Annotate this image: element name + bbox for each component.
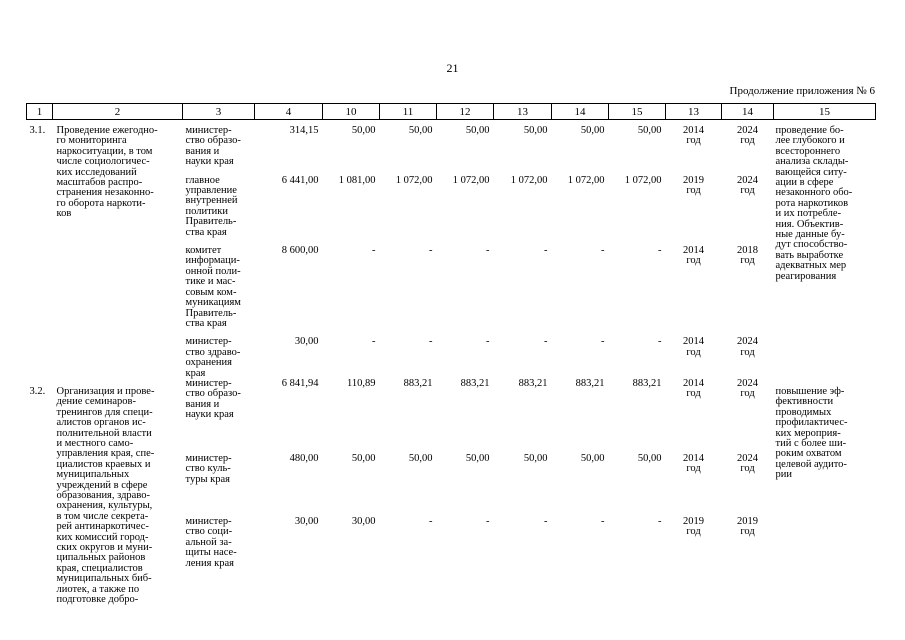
amount-y12: 50,00 [465,452,490,464]
end-year: 2024 год [737,452,758,475]
amount-y12: 50,00 [465,125,490,136]
header-cell: 14 [722,104,774,120]
start-year: 2014 год [683,452,704,475]
amount-y13: 883,21 [518,377,548,389]
amount-y15: 883,21 [632,377,662,389]
header-row [27,104,876,120]
end-year: 2019 год [737,515,758,538]
continuation-label: Продолжение приложения № 6 [729,85,875,97]
header-cell: 13 [494,104,552,120]
amount-total: 30,00 [294,515,319,527]
amount-y14: 883,21 [575,377,605,389]
amount-y10: 110,89 [347,377,376,389]
activity-name: Организация и прове- дение семинаров- тренингов для специ- алистов органов ис- полнительной власти и местного само- управления края, спе- циалистов краевых и муниципальных учреждений в сфере образования, здраво- охранения, культуры, в том числе секрета- рей антинаркотичес- ких комиссий город- ских округов и муни- ципальных районов края, специалистов муниципальных биб- лиотек, а также по подготовке добро- [56,385,155,606]
header-cell: 4 [255,104,323,120]
amount-y14: - [601,515,605,527]
header-cell: 2 [53,104,183,120]
amount-y13: - [544,515,548,527]
header-cell: 15 [609,104,666,120]
start-year: 2019 год [683,174,704,197]
amount-y11: 50,00 [408,125,433,136]
amount-y10: - [372,336,376,348]
executor: министер- ство образо- вания и науки края [185,377,241,421]
amount-y11: 883,21 [403,377,433,389]
amount-y12: - [486,245,490,257]
amount-y15: 1 072,00 [624,174,662,186]
amount-y15: 50,00 [637,452,662,464]
start-year: 2014 год [683,377,704,400]
activity-name: Проведение ежегодно- го мониторинга наркоситуации, в том числе социологичес- ких исследований масштабов распро- странения незаконно- го оборота наркоти- ков [56,125,158,220]
table-row [27,126,876,168]
executor: главное управление внутренней политики Правитель- ства края [185,174,238,238]
expected-result: проведение бо- лее глубокого и всестороннего анализа склады- вающейся ситу- ации в сфере незаконного обо- рота наркотиков и их потребле- ния. Объектив- ные данные бу- дут способство- вать выработке адекватных мер реагирования [775,125,853,282]
amount-y11: 50,00 [408,452,433,464]
amount-y13: - [544,336,548,348]
amount-y13: - [544,245,548,257]
amount-y15: - [658,245,662,257]
executor: министер- ство соци- альной за- щиты насе- ления края [185,515,237,569]
amount-y14: - [601,336,605,348]
header-cell: 13 [666,104,722,120]
amount-total: 8 600,00 [281,245,319,257]
amount-y10: 1 081,00 [338,174,376,186]
amount-y13: 50,00 [523,125,548,136]
amount-total: 480,00 [289,452,319,464]
amount-y12: 1 072,00 [452,174,490,186]
amount-y10: - [372,245,376,257]
amount-y14: 1 072,00 [567,174,605,186]
amount-y15: 50,00 [637,125,662,136]
amount-y12: 883,21 [460,377,490,389]
appendix-table [26,103,876,605]
page-number: 21 [446,61,459,75]
end-year: 2018 год [737,245,758,267]
executor: министер- ство образо- вания и науки края [185,125,241,168]
amount-total: 314,15 [289,125,319,136]
amount-y13: 1 072,00 [510,174,548,186]
amount-total: 30,00 [294,336,319,348]
end-year: 2024 год [737,174,758,197]
table-row [27,379,876,446]
start-year: 2014 год [683,336,704,358]
header-cell: 3 [183,104,255,120]
end-year: 2024 год [737,125,758,147]
executor: комитет информаци- онной поли- тике и мас- совым ком- муникациям Правитель- ства края [185,245,241,329]
amount-y12: - [486,515,490,527]
executor: министер- ство куль- туры края [185,452,232,485]
start-year: 2014 год [683,125,704,147]
header-cell: 14 [552,104,609,120]
expected-result: повышение эф- фективности проводимых профилактичес- ких мероприя- тий с более ши- роким охватом целевой аудито- рии [775,385,848,481]
executor: министер- ство здраво- охранения края [185,336,241,379]
amount-y11: - [429,336,433,348]
header-cell: 10 [323,104,380,120]
start-year: 2014 год [683,245,704,267]
header-cell: 12 [437,104,494,120]
amount-y14: 50,00 [580,125,605,136]
amount-y13: 50,00 [523,452,548,464]
amount-y15: - [658,336,662,348]
row-number: 3.2. [29,385,46,397]
amount-y14: - [601,245,605,257]
header-cell: 11 [380,104,437,120]
amount-y12: - [486,336,490,348]
end-year: 2024 год [737,377,758,400]
header-cell: 15 [774,104,876,120]
amount-y11: - [429,245,433,257]
amount-y11: 1 072,00 [395,174,433,186]
amount-y10: 50,00 [351,452,376,464]
amount-y15: - [658,515,662,527]
amount-total: 6 841,94 [281,377,319,389]
amount-y10: 30,00 [351,515,376,527]
amount-y14: 50,00 [580,452,605,464]
amount-total: 6 441,00 [281,174,319,186]
header-cell: 1 [27,104,53,120]
end-year: 2024 год [737,336,758,358]
row-number: 3.1. [29,125,46,136]
amount-y10: 50,00 [351,125,376,136]
amount-y11: - [429,515,433,527]
start-year: 2019 год [683,515,704,538]
